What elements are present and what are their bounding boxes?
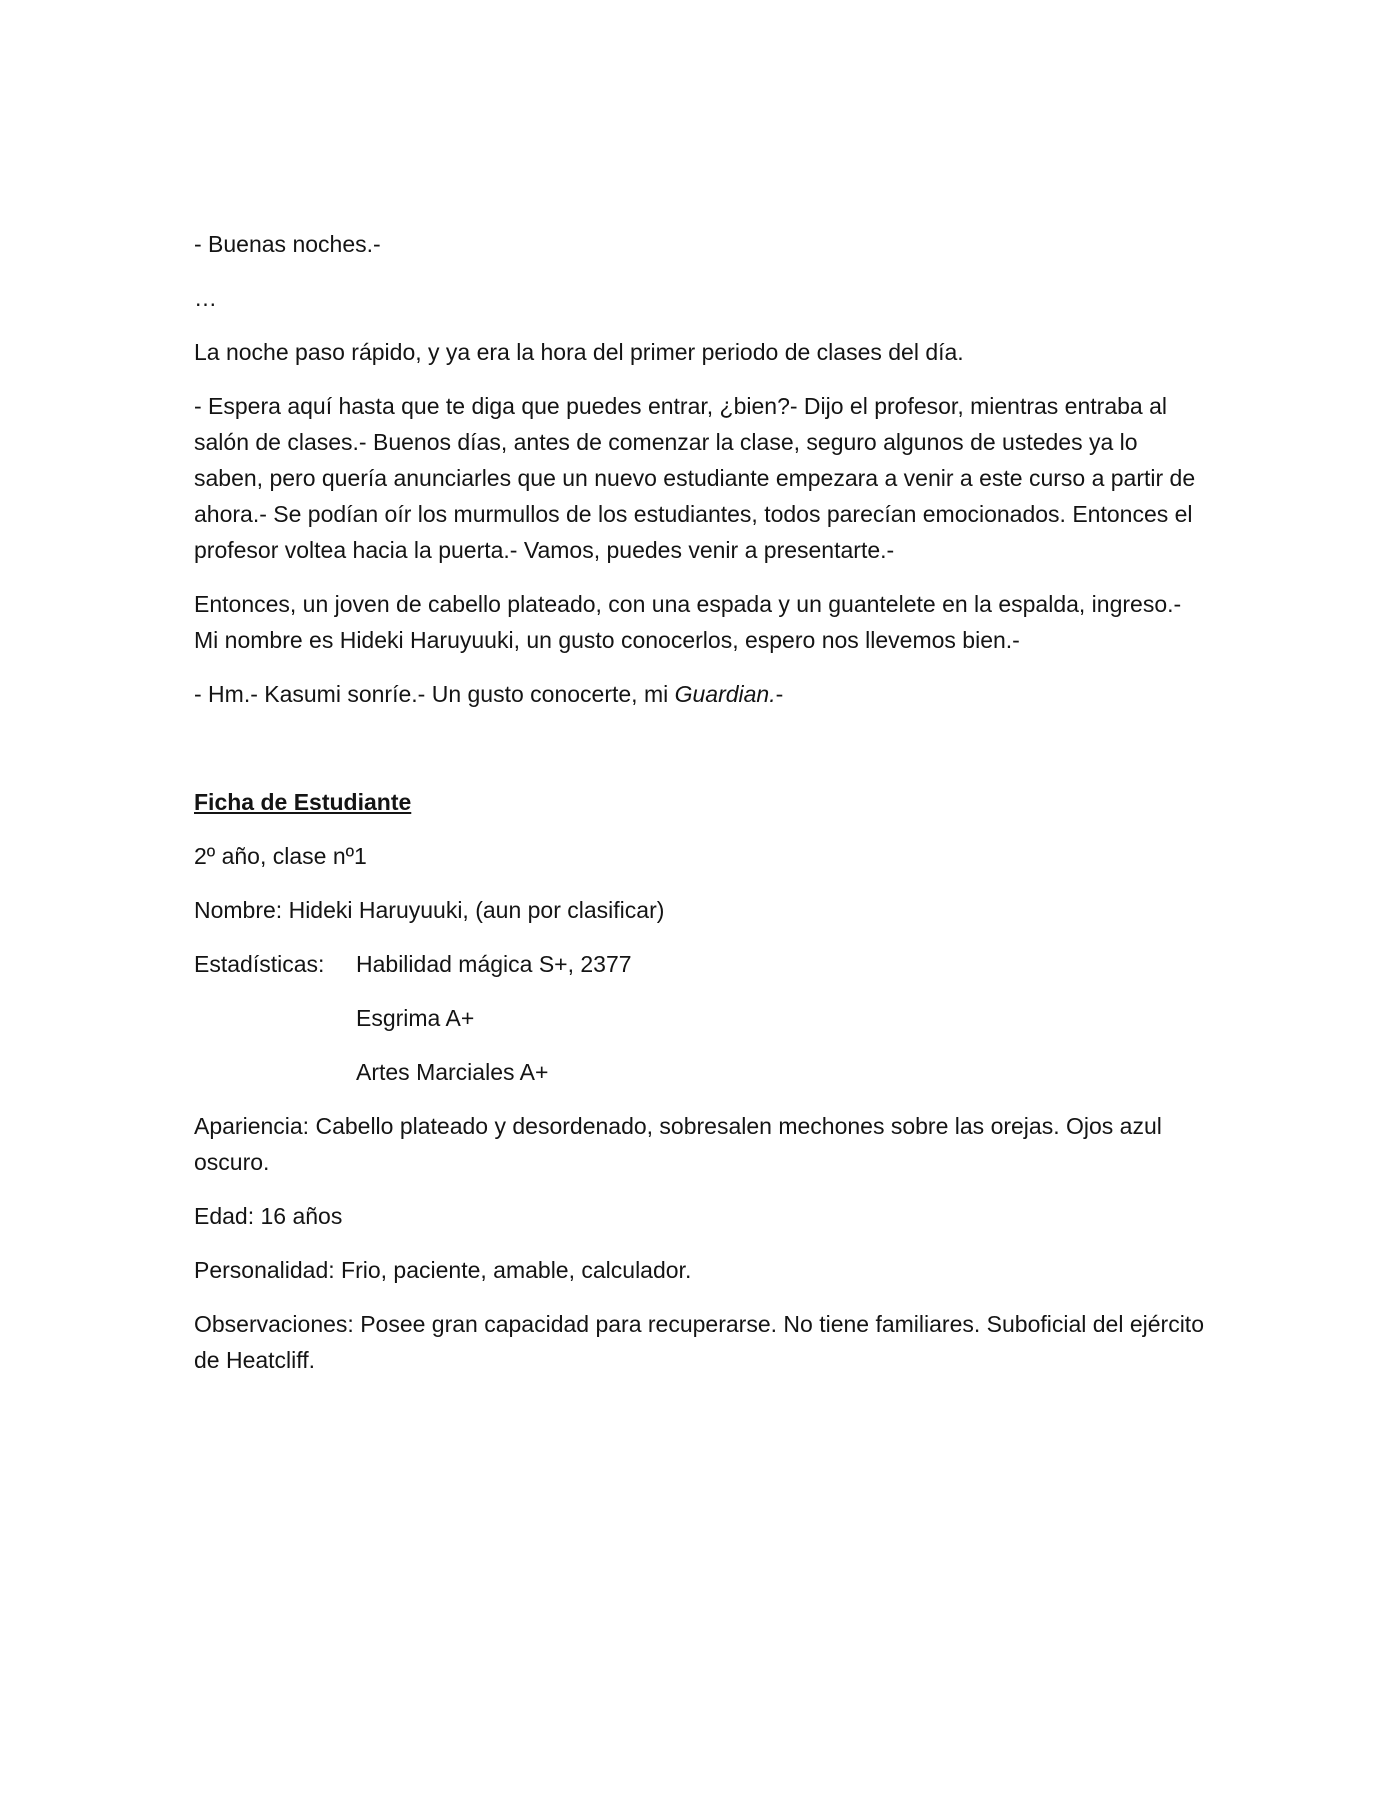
kasumi-line-emphasis: Guardian. — [674, 681, 776, 707]
stat-fencing: Esgrima A+ — [356, 1005, 475, 1031]
story-line-night: La noche paso rápido, y ya era la hora del primer periodo de clases del día. — [194, 339, 964, 365]
stat-martial-arts: Artes Marciales A+ — [356, 1059, 549, 1085]
story-line-kasumi — [194, 676, 1206, 712]
story-line-goodnight: - Buenas noches.- — [194, 231, 381, 257]
stats-row — [194, 946, 1206, 982]
section-gap — [194, 730, 1206, 784]
student-appearance: Apariencia: Cabello plateado y desordenado, sobresalen mechones sobre las orejas. Ojos azul oscuro. — [194, 1113, 1162, 1175]
story-paragraph-teacher: - Espera aquí hasta que te diga que puedes entrar, ¿bien?- Dijo el profesor, mientras entraba al salón de clases.- Buenos días, antes de comenzar la clase, seguro algunos de ustedes ya lo saben, pero quería anunciarles que un nuevo estudiante empezara a venir a este curso a partir de ahora.- Se podían oír los murmullos de los estudiantes, todos parecían emocionados. Entonces el profesor voltea hacia la puerta.- Vamos, puedes venir a presentarte.- — [194, 393, 1196, 563]
student-name: Nombre: Hideki Haruyuuki, (aun por clasificar) — [194, 897, 665, 923]
student-age: Edad: 16 años — [194, 1203, 343, 1229]
document-body — [194, 226, 1206, 1396]
student-grade: 2º año, clase nº1 — [194, 843, 367, 869]
stats-label: Estadísticas: — [194, 951, 325, 977]
student-observations: Observaciones: Posee gran capacidad para recuperarse. No tiene familiares. Suboficial del ejército de Heatcliff. — [194, 1311, 1204, 1373]
student-card-heading: Ficha de Estudiante — [194, 789, 412, 815]
kasumi-line-end: - — [775, 681, 784, 707]
stat-magic: Habilidad mágica S+, 2377 — [356, 951, 632, 977]
story-paragraph-introduction: Entonces, un joven de cabello plateado, con una espada y un guantelete en la espalda, ingreso.- Mi nombre es Hideki Haruyuuki, un gusto conocerlos, espero nos llevemos bien.- — [194, 591, 1182, 653]
student-personality: Personalidad: Frio, paciente, amable, calculador. — [194, 1257, 692, 1283]
kasumi-line-text: - Hm.- Kasumi sonríe.- Un gusto conocerte, mi — [194, 681, 675, 707]
story-ellipsis: … — [194, 285, 217, 311]
